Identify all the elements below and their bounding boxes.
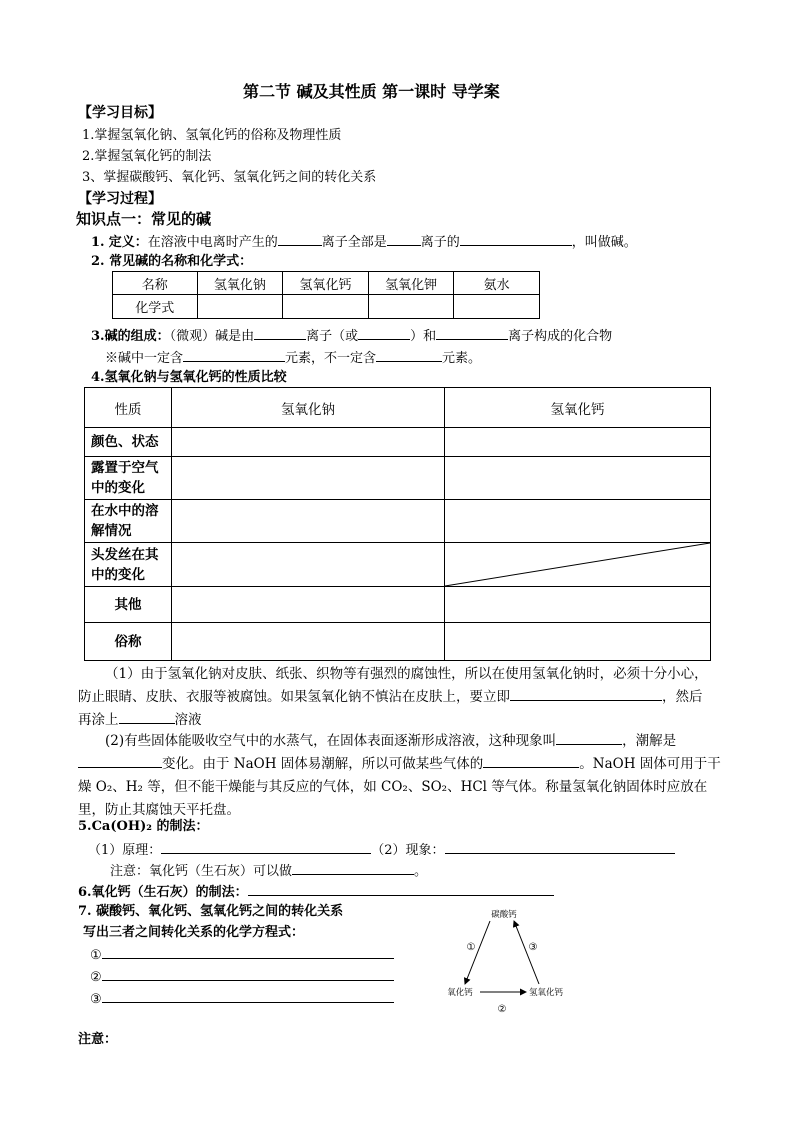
section-5-heading: 5.Ca(OH)₂ 的制法： [78, 819, 209, 834]
note-text: 。 [414, 864, 428, 879]
node-cao: 氧化钙 [447, 988, 473, 998]
paragraph-text: 防止眼睛、皮肤、衣服等被腐蚀。如果氢氧化钠不慎沾在皮肤上，要立即 [78, 689, 510, 705]
blank[interactable] [254, 326, 306, 340]
row-label-text: 颜色、状态 [91, 434, 159, 450]
objective-item: 1.掌握氢氧化钠、氢氧化钙的俗称及物理性质 [82, 128, 342, 143]
definition-text: ，叫做碱。 [571, 235, 637, 250]
section-7-subheading: 写出三者之间转化关系的化学方程式： [83, 925, 305, 940]
table-cell[interactable] [445, 457, 711, 500]
paragraph-1-line2 [78, 687, 703, 707]
blank[interactable] [78, 754, 162, 768]
table-header: 氢氧化钙 [445, 388, 711, 428]
composition-line [91, 326, 612, 345]
definition-number: 1. [91, 235, 105, 250]
row-label-text: 头发丝在其 [91, 546, 159, 563]
node-caoh2: 氢氧化钙 [528, 988, 564, 998]
paragraph-1-line3 [78, 710, 202, 730]
composition-text: 离子构成的化合物 [508, 329, 613, 344]
table-cell[interactable] [445, 623, 711, 661]
blank[interactable] [483, 754, 579, 768]
table-row-label [85, 457, 172, 500]
note-label: 注意： [78, 1032, 118, 1047]
blank[interactable] [102, 967, 394, 981]
table-header: 氢氧化钙 [283, 272, 369, 295]
paragraph-text: 变化。由于 NaOH 固体易潮解，所以可做某些气体的 [162, 756, 484, 772]
table-cell[interactable] [172, 428, 445, 457]
paragraph-text: ，潮解是 [622, 733, 677, 749]
phenomenon-label: （2）现象： [371, 843, 445, 858]
equation-number: ① [90, 948, 102, 963]
blank[interactable] [460, 232, 572, 246]
definition-text: 离子全部是 [321, 235, 387, 250]
table-cell[interactable] [172, 623, 445, 661]
table-cell[interactable] [283, 295, 369, 319]
conversion-diagram [440, 900, 580, 1020]
table-cell-slashed[interactable] [445, 543, 711, 587]
equation-line [90, 945, 394, 964]
table-cell[interactable] [197, 295, 283, 319]
row-label-text: 在水中的溶 [91, 503, 159, 519]
blank[interactable] [119, 710, 175, 724]
paragraph-text: 。NaOH 固体可用于干 [579, 756, 721, 772]
node-caco3: 碳酸钙 [491, 910, 517, 920]
objective-item: 2.掌握氢氧化钙的制法 [82, 149, 212, 164]
compare-heading: 4.氢氧化钠与氢氧化钙的性质比较 [91, 370, 287, 385]
table-row-label: 化学式 [113, 295, 198, 319]
table-header: 氢氧化钾 [368, 272, 454, 295]
diagonal-slash [445, 543, 710, 586]
blank[interactable] [510, 687, 662, 701]
objective-item: 3、掌握碳酸钙、氧化钙、氢氧化钙之间的转化关系 [82, 170, 377, 185]
composition-note [105, 348, 481, 367]
composition-text: ）和 [410, 329, 437, 344]
blank[interactable] [387, 232, 421, 246]
paragraph-text: （1）由于氢氧化钠对皮肤、纸张、织物等有强烈的腐蚀性，所以在使用氢氧化钠时，必须十分小心， [105, 666, 708, 682]
composition-label: 3.碱的组成： [91, 329, 170, 344]
table-cell[interactable] [368, 295, 454, 319]
objectives-heading: 【学习目标】 [78, 105, 162, 121]
paragraph-2-line2 [78, 754, 721, 774]
equation-number: ③ [90, 992, 102, 1007]
section-6-line [78, 882, 554, 901]
section-5-note [110, 861, 427, 880]
blank[interactable] [183, 348, 285, 362]
table-cell[interactable] [445, 428, 711, 457]
definition-text: 离子的 [420, 235, 460, 250]
table-cell[interactable] [445, 587, 711, 623]
blank[interactable] [278, 232, 322, 246]
label-3: ③ [528, 942, 538, 953]
table-row-label [85, 500, 172, 543]
blank[interactable] [376, 348, 442, 362]
blank[interactable] [248, 882, 554, 896]
blank[interactable] [161, 840, 371, 854]
paragraph-text: 里，防止其腐蚀天平托盘。 [78, 802, 240, 818]
table-cell[interactable] [445, 500, 711, 543]
paragraph-2-line3 [78, 777, 707, 797]
table-row-label [85, 623, 172, 661]
equation-line [90, 989, 394, 1008]
row-label-text: 中的变化 [91, 480, 145, 496]
section-6-heading: 6.氧化钙（生石灰）的制法： [78, 885, 248, 900]
definition-line [91, 232, 637, 251]
definition-text: 在溶液中电离时产生的 [147, 235, 278, 250]
paragraph-text: 燥 O₂、H₂ 等，但不能干燥能与其反应的气体，如 CO₂、SO₂、HCl 等气体。称量氢氧化钠固体时应放在 [78, 779, 708, 795]
principle-label: （1）原理： [88, 843, 162, 858]
equation-line [90, 967, 394, 986]
table-header: 氨水 [454, 272, 540, 295]
note-text: 注意：氧化钙（生石灰）可以做 [110, 864, 293, 879]
composition-text: （微观）碱是由 [169, 329, 255, 344]
table-header: 氢氧化钠 [172, 388, 445, 428]
definition-label: 定义： [108, 235, 148, 250]
blank[interactable] [102, 989, 394, 1003]
table-cell[interactable] [172, 457, 445, 500]
blank[interactable] [445, 840, 675, 854]
note-text: ※碱中一定含 [105, 351, 184, 366]
table-header: 名称 [113, 272, 198, 295]
blank[interactable] [556, 731, 622, 745]
composition-text: 离子（或 [306, 329, 359, 344]
paragraph-text: (2)有些固体能吸收空气中的水蒸气，在固体表面逐渐形成溶液，这种现象叫 [105, 733, 557, 749]
process-heading: 【学习过程】 [78, 191, 162, 207]
names-table [112, 271, 540, 319]
note-text: 元素，不一定含 [285, 351, 377, 366]
table-cell[interactable] [172, 543, 445, 587]
paragraph-text: ，然后 [662, 689, 703, 705]
blank[interactable] [436, 326, 508, 340]
table-cell[interactable] [172, 587, 445, 623]
blank[interactable] [358, 326, 410, 340]
row-label-text: 其他 [114, 596, 142, 613]
label-2: ② [497, 1004, 507, 1015]
paragraph-2-line4 [78, 800, 240, 820]
row-label-text: 露置于空气 [91, 460, 159, 476]
names-heading: 2. 常见碱的名称和化学式： [91, 254, 253, 269]
table-cell[interactable] [172, 500, 445, 543]
table-header: 氢氧化钠 [197, 272, 283, 295]
row-label-text: 俗称 [114, 633, 142, 650]
section-7-heading: 7. 碳酸钙、氧化钙、氢氧化钙之间的转化关系 [78, 904, 344, 919]
table-cell[interactable] [454, 295, 540, 319]
table-row-label [85, 428, 172, 457]
knowledge-point-heading: 知识点一：常见的碱 [76, 210, 212, 228]
page-title: 第二节 碱及其性质 第一课时 导学案 [243, 82, 500, 101]
blank[interactable] [102, 945, 394, 959]
paragraph-text: 再涂上 [78, 712, 119, 728]
paragraph-text: 溶液 [174, 712, 202, 728]
row-label-text: 中的变化 [91, 566, 145, 583]
compare-table [84, 387, 711, 661]
note-text: 元素。 [442, 351, 482, 366]
section-5-line [88, 840, 675, 859]
table-row-label [85, 587, 172, 623]
table-row-label [85, 543, 172, 587]
row-label-text: 解情况 [91, 523, 132, 539]
blank[interactable] [292, 861, 414, 875]
equation-number: ② [90, 970, 102, 985]
table-header: 性质 [85, 388, 172, 428]
paragraph-1 [105, 664, 708, 684]
paragraph-2 [105, 731, 676, 751]
label-1: ① [466, 942, 476, 953]
